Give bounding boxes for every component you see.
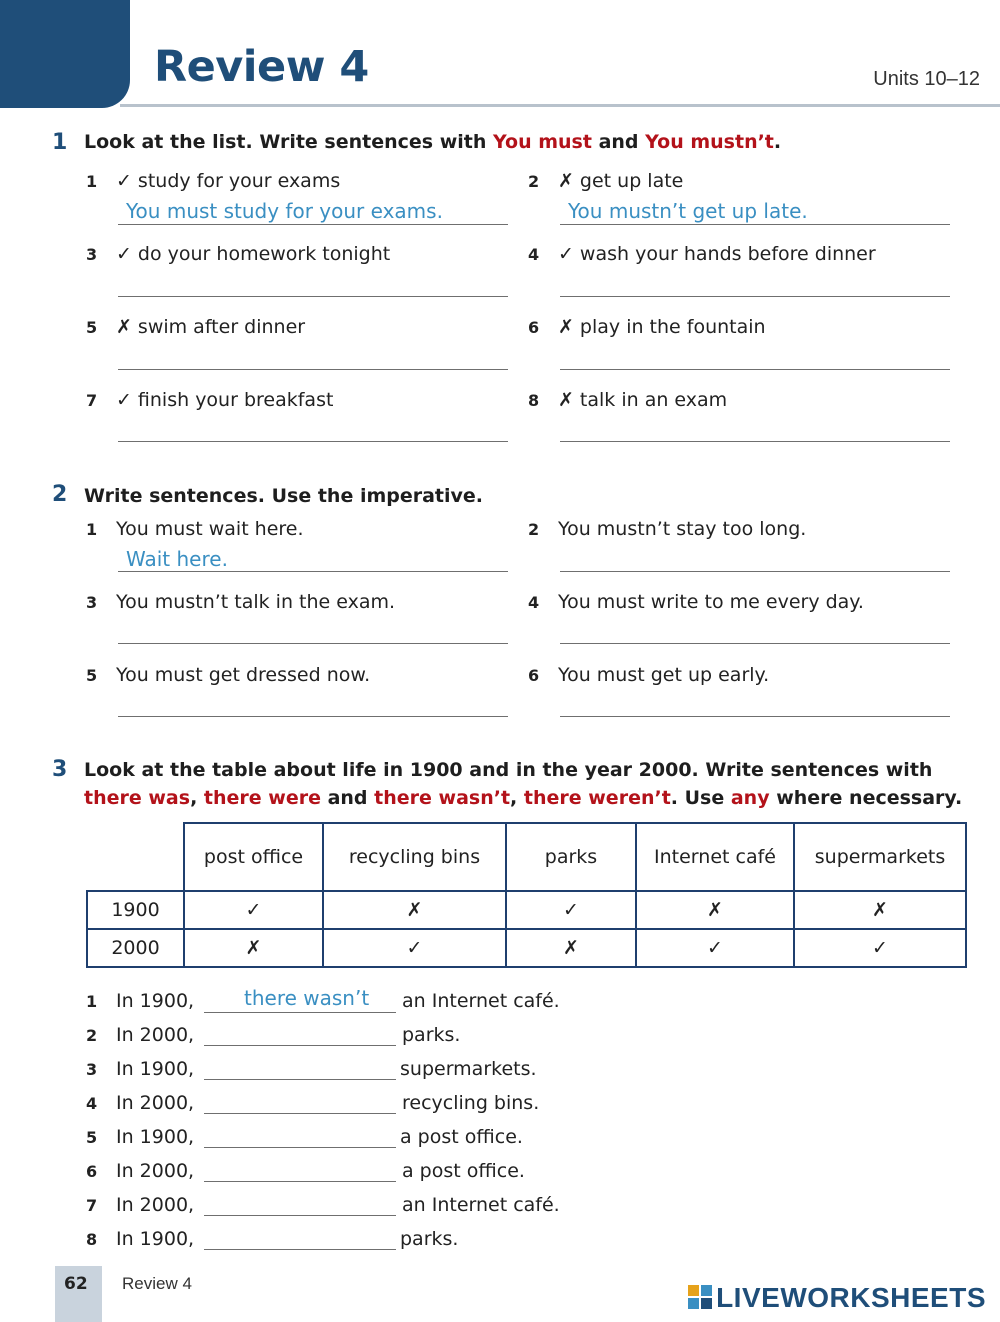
cross-icon: ✗ xyxy=(116,316,132,338)
section-2-instruction: Write sentences. Use the imperative. xyxy=(84,485,484,507)
section-3-instruction: Look at the table about life in 1900 and in the year 2000. Write sentences with there was, there were and there wasn’t, there weren’t. Use any where necessary. xyxy=(84,759,963,809)
s2-answer-line-5[interactable] xyxy=(118,716,508,717)
s2-item-4: 4 You must write to me every day. xyxy=(528,591,864,613)
s3-item-2-end: parks. xyxy=(402,1024,461,1046)
section-3-number: 3 xyxy=(52,757,68,782)
liveworksheets-logo-text: LIVEWORKSHEETS xyxy=(716,1282,986,1313)
s3-answer-line-5[interactable] xyxy=(204,1147,396,1148)
section-1-number: 1 xyxy=(52,130,68,155)
s1-answer-line-6[interactable] xyxy=(560,369,950,370)
table-mark: ✗ xyxy=(506,929,636,967)
table-mark: ✗ xyxy=(794,891,966,929)
s2-item-6: 6 You must get up early. xyxy=(528,664,770,686)
s1-item-8: 8 ✗ talk in an exam xyxy=(528,389,728,411)
header-rule xyxy=(120,104,1000,107)
s3-item-8-end: parks. xyxy=(400,1228,459,1250)
s1-item-5: 5 ✗ swim after dinner xyxy=(86,316,306,338)
s1-answer-line-5[interactable] xyxy=(118,369,508,370)
s1-answer-line-2[interactable] xyxy=(560,224,950,225)
table-mark: ✗ xyxy=(323,891,506,929)
page-number: 62 xyxy=(64,1274,88,1294)
cross-icon: ✗ xyxy=(558,316,574,338)
table-mark: ✗ xyxy=(184,929,323,967)
check-icon: ✓ xyxy=(116,389,132,411)
s2-answer-line-6[interactable] xyxy=(560,716,950,717)
page-title: Review 4 xyxy=(154,42,369,92)
footer-label: Review 4 xyxy=(122,1274,192,1293)
s3-item-7-end: an Internet café. xyxy=(402,1194,560,1216)
s2-item-3: 3 You mustn’t talk in the exam. xyxy=(86,591,396,613)
liveworksheets-logo-icon xyxy=(687,1284,713,1310)
s1-item-3: 3 ✓ do your homework tonight xyxy=(86,243,391,265)
check-icon: ✓ xyxy=(558,243,574,265)
s2-answer-line-4[interactable] xyxy=(560,643,950,644)
s2-answer-1[interactable]: Wait here. xyxy=(126,547,228,571)
table-corner xyxy=(87,823,184,891)
s3-answer-line-4[interactable] xyxy=(204,1113,396,1114)
table-row-year: 1900 xyxy=(87,891,184,929)
s1-answer-line-3[interactable] xyxy=(118,296,508,297)
table-header: parks xyxy=(506,823,636,891)
s1-answer-line-1[interactable] xyxy=(118,224,508,225)
table-mark: ✓ xyxy=(323,929,506,967)
s3-item-3-end: supermarkets. xyxy=(400,1058,537,1080)
table-header: Internet café xyxy=(636,823,794,891)
s1-answer-1[interactable]: You must study for your exams. xyxy=(126,199,443,223)
s3-answer-line-8[interactable] xyxy=(204,1249,396,1250)
liveworksheets-logo[interactable] xyxy=(687,1282,986,1314)
s3-answer-line-1[interactable] xyxy=(204,1012,396,1013)
s2-item-5: 5 You must get dressed now. xyxy=(86,664,371,686)
s1-item-2: 2 ✗ get up late xyxy=(528,170,684,192)
cross-icon: ✗ xyxy=(558,170,574,192)
s3-item-6: 6 In 2000, xyxy=(86,1160,195,1182)
cross-icon: ✗ xyxy=(558,389,574,411)
s3-answer-1[interactable]: there wasn’t xyxy=(244,986,370,1010)
s1-item-1: 1 ✓ study for your exams xyxy=(86,170,341,192)
table-mark: ✓ xyxy=(506,891,636,929)
s3-item-1: 1 In 1900, xyxy=(86,990,195,1012)
s1-item-4: 4 ✓ wash your hands before dinner xyxy=(528,243,876,265)
s3-answer-line-3[interactable] xyxy=(204,1079,396,1080)
s3-item-8: 8 In 1900, xyxy=(86,1228,195,1250)
section-1-instruction: Look at the list. Write sentences with You must and You mustn’t. xyxy=(84,131,782,153)
s1-item-7: 7 ✓ finish your breakfast xyxy=(86,389,334,411)
life-table xyxy=(86,822,967,968)
units-label: Units 10–12 xyxy=(873,68,980,90)
table-header: supermarkets xyxy=(794,823,966,891)
s3-item-4-end: recycling bins. xyxy=(402,1092,540,1114)
table-mark: ✓ xyxy=(636,929,794,967)
s1-answer-line-7[interactable] xyxy=(118,441,508,442)
s1-answer-line-4[interactable] xyxy=(560,296,950,297)
s2-item-2: 2 You mustn’t stay too long. xyxy=(528,518,807,540)
s3-answer-line-2[interactable] xyxy=(204,1045,396,1046)
s2-answer-line-1[interactable] xyxy=(118,571,508,572)
s3-item-3: 3 In 1900, xyxy=(86,1058,195,1080)
s2-answer-line-3[interactable] xyxy=(118,643,508,644)
s3-item-2: 2 In 2000, xyxy=(86,1024,195,1046)
s3-item-6-end: a post office. xyxy=(402,1160,525,1182)
s1-item-6: 6 ✗ play in the fountain xyxy=(528,316,766,338)
s3-answer-line-7[interactable] xyxy=(204,1215,396,1216)
s1-answer-line-8[interactable] xyxy=(560,441,950,442)
s3-item-5-end: a post office. xyxy=(400,1126,523,1148)
section-2-number: 2 xyxy=(52,482,68,507)
table-mark: ✓ xyxy=(184,891,323,929)
s2-answer-line-2[interactable] xyxy=(560,571,950,572)
s2-item-1: 1 You must wait here. xyxy=(86,518,304,540)
table-header: post office xyxy=(184,823,323,891)
table-mark: ✓ xyxy=(794,929,966,967)
s3-item-7: 7 In 2000, xyxy=(86,1194,195,1216)
table-mark: ✗ xyxy=(636,891,794,929)
check-icon: ✓ xyxy=(116,170,132,192)
s3-item-4: 4 In 2000, xyxy=(86,1092,195,1114)
check-icon: ✓ xyxy=(116,243,132,265)
s3-item-1-end: an Internet café. xyxy=(402,990,560,1012)
header-band xyxy=(0,0,130,108)
table-header: recycling bins xyxy=(323,823,506,891)
s3-answer-line-6[interactable] xyxy=(204,1181,396,1182)
s3-item-5: 5 In 1900, xyxy=(86,1126,195,1148)
table-row-year: 2000 xyxy=(87,929,184,967)
s1-answer-2[interactable]: You mustn’t get up late. xyxy=(568,199,808,223)
